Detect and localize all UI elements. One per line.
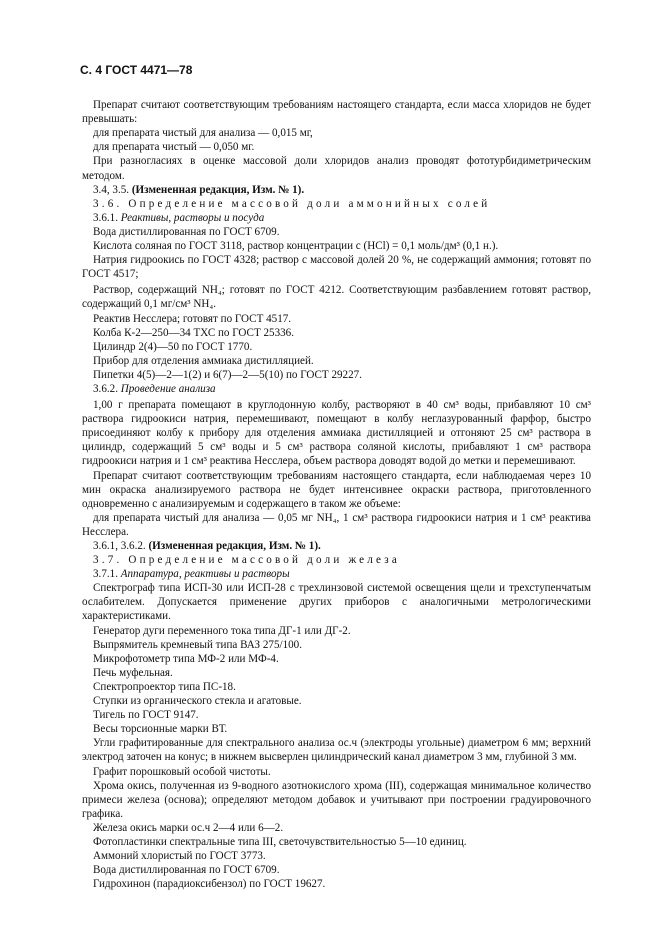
paragraph: Печь муфельная. <box>93 666 173 679</box>
section-ref: 3.6.1, 3.6.2. <box>93 540 149 552</box>
paragraph: Выпрямитель кремневый типа ВАЗ 275/100. <box>93 638 303 651</box>
paragraph: Фотопластинки спектральные типа III, светочувствительностью 5—10 единиц. <box>93 835 467 848</box>
paragraph: Генератор дуги переменного тока типа ДГ-1 или ДГ-2. <box>93 624 351 637</box>
paragraph: 1,00 г препарата помещают в круглодонную колбу, растворяют в 40 см³ воды, прибавляют 10 см³ раствора гидроокиси натрия, перемешивают, помещают в колбу неглазурованный фарфор, быстро присоединяют колбу к прибору для отделения аммиака дистилляцией и отгоняют 25 см³ раствора в цилиндр, содержащий 5 см³ воды и 5 см³ раствора соляной кислоты, прибавляют 1 см³ раствора гидроокиси натрия и 1 см³ реактива Несслера, объем раствора доводят водой до метки и перемешивают. <box>82 399 591 468</box>
paragraph: Спектропроектор типа ПС-18. <box>93 680 236 693</box>
paragraph: Препарат считают соответствующим требованиям настоящего стандарта, если наблюдаемая через 10 мин окраска анализируемого раствора не будет интенсивнее окраски раствора, приготовленного одновременно с анализируемым и содержащего в таком же объеме: <box>82 469 591 510</box>
paragraph: Натрия гидроокись по ГОСТ 4328; раствор с массовой долей 20 %, не содержащий аммония; готовят по ГОСТ 4517; <box>82 254 591 281</box>
paragraph: Аммоний хлористый по ГОСТ 3773. <box>93 850 266 863</box>
amendment-label: (Измененная редакция, Изм. № 1). <box>131 183 305 196</box>
section-ref: 3.4, 3.5. <box>93 183 132 196</box>
paragraph: Угли графитированные для спектрального анализа ос.ч (электроды угольные) диаметром 6 мм; верхний электрод заточен на конус; в нижнем высверлен цилиндрический канал диаметром 3 мм, глубиной 3 мм. <box>82 737 591 764</box>
subsection-number: 3.6.1. <box>93 211 121 224</box>
paragraph: Прибор для отделения аммиака дистилляцией. <box>93 354 314 367</box>
subsection-heading <box>82 382 591 396</box>
amendment-note <box>82 183 591 197</box>
subsection-title: Реактивы, растворы и посуда <box>120 211 265 224</box>
paragraph: Кислота соляная по ГОСТ 3118, раствор концентрации c (НСl) = 0,1 моль/дм³ (0,1 н.). <box>93 240 499 253</box>
paragraph: Препарат считают соответствующим требованиям настоящего стандарта, если масса хлоридов не будет превышать: <box>82 99 591 126</box>
paragraph: При разногласиях в оценке массовой доли хлоридов анализ проводят фототурбидиметрическим методом. <box>82 155 591 182</box>
paragraph: Колба К-2—250—34 ТХС по ГОСТ 25336. <box>93 326 294 339</box>
subsection-number: 3.6.2. <box>93 382 121 395</box>
page-header: С. 4 ГОСТ 4471—78 <box>80 63 193 77</box>
paragraph: Раствор, содержащий NH₄; готовят по ГОСТ 4212. Соответствующим разбавлением готовят раствор, содержащий 0,1 мг/см³ NH₄. <box>82 284 591 311</box>
paragraph: Тигель по ГОСТ 9147. <box>93 709 199 722</box>
section-heading: 3.6. Определение массовой доли аммонийных солей <box>93 197 491 210</box>
subsection-title: Аппаратура, реактивы и растворы <box>120 568 290 581</box>
paragraph: для препарата чистый — 0,050 мг. <box>93 141 255 154</box>
paragraph: Вода дистиллированная по ГОСТ 6709. <box>93 225 280 238</box>
section-heading: 3.7. Определение массовой доли железа <box>93 554 401 567</box>
amendment-label: (Измененная редакция, Изм. № 1). <box>148 540 321 552</box>
paragraph: Пипетки 4(5)—2—1(2) и 6(7)—2—5(10) по ГОСТ 29227. <box>93 368 362 381</box>
paragraph: для препарата чистый для анализа — 0,015 мг, <box>93 127 313 140</box>
amendment-note <box>82 539 591 553</box>
subsection-heading <box>82 211 591 225</box>
subsection-heading <box>82 567 591 581</box>
subsection-title: Проведение анализа <box>120 382 216 395</box>
paragraph: Спектрограф типа ИСП-30 или ИСП-28 с трехлинзовой системой освещения щели и трехступенчатым ослабителем. Допускается применение других приборов с аналогичными метрологическими характеристиками. <box>82 582 591 623</box>
paragraph: Графит порошковый особой чистоты. <box>93 765 271 778</box>
paragraph: Железа окись марки ос.ч 2—4 или 6—2. <box>93 821 284 834</box>
paragraph: для препарата чистый для анализа — 0,05 мг NH₄, 1 см³ раствора гидроокиси натрия и 1 см³ реактива Несслера. <box>82 511 591 538</box>
paragraph: Вода дистиллированная по ГОСТ 6709. <box>93 864 280 877</box>
paragraph: Микрофотометр типа МФ-2 или МФ-4. <box>93 652 279 665</box>
paragraph: Гидрохинон (парадиоксибензол) по ГОСТ 19627. <box>93 878 326 891</box>
subsection-number: 3.7.1. <box>93 568 121 581</box>
paragraph: Реактив Несслера; готовят по ГОСТ 4517. <box>93 312 292 325</box>
paragraph: Цилиндр 2(4)—50 по ГОСТ 1770. <box>93 340 253 353</box>
paragraph: Хрома окись, полученная из 9-водного азотнокислого хрома (III), содержащая минимальное количество примеси железа (основа); определяют методом добавок и учитывают при построении градуировочного графика. <box>82 779 591 820</box>
paragraph: Весы торсионные марки ВТ. <box>93 723 228 736</box>
paragraph: Ступки из органического стекла и агатовые. <box>93 695 302 708</box>
